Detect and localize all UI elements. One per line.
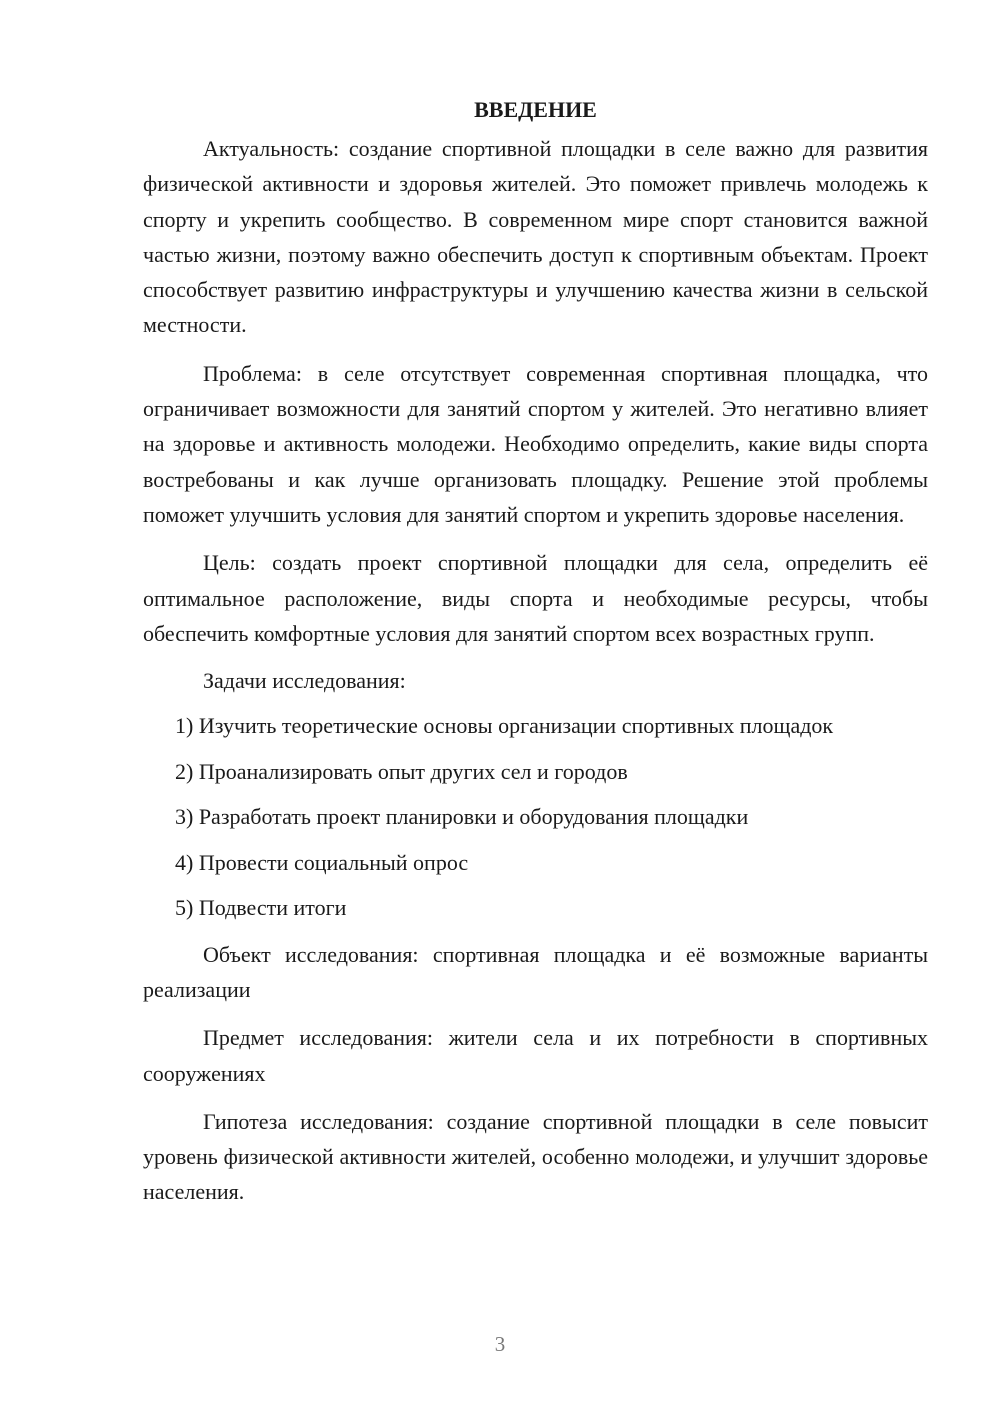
tasks-heading: Задачи исследования: (203, 668, 406, 694)
task-item: 5) Подвести итоги (175, 895, 347, 921)
task-item: 4) Провести социальный опрос (175, 849, 469, 875)
hypothesis-paragraph: Гипотеза исследования: создание спортивной площадки в селе повысит уровень физической активности жителей, особенно молодежи, и улучшит здоровье населения. (143, 1108, 928, 1205)
tasks-list (143, 709, 928, 925)
section-title: ВВЕДЕНИЕ (474, 97, 597, 122)
relevance-paragraph: Актуальность: создание спортивной площадки в селе важно для развития физической активности и здоровья жителей. Это поможет привлечь молодежь к спорту и укрепить сообщество. В современном мире спорт становится важной частью жизни, поэтому важно обеспечить доступ к спортивным объектам. Проект способствует развитию инфраструктуры и улучшению качества жизни в сельской местности. (143, 136, 928, 338)
goal-paragraph: Цель: создать проект спортивной площадки для села, определить её оптимальное расположение, виды спорта и необходимые ресурсы, чтобы обеспечить комфортные условия для занятий спортом всех возрастных групп. (143, 550, 928, 646)
task-item: 2) Проанализировать опыт других сел и городов (175, 758, 628, 784)
object-paragraph: Объект исследования: спортивная площадка и её возможные варианты реализации (143, 941, 928, 1002)
document-page (143, 92, 928, 1223)
task-item: 3) Разработать проект планировки и оборудования площадки (175, 804, 749, 830)
problem-paragraph: Проблема: в селе отсутствует современная спортивная площадка, что ограничивает возможности для занятий спортом у жителей. Это негативно влияет на здоровье и активность молодежи. Необходимо определить, какие виды спорта востребованы и как лучше организовать площадку. Решение этой проблемы поможет улучшить условия для занятий спортом и укрепить здоровье населения. (143, 360, 928, 527)
task-item: 1) Изучить теоретические основы организации спортивных площадок (175, 713, 834, 739)
page-number: 3 (494, 1332, 506, 1356)
subject-paragraph: Предмет исследования: жители села и их потребности в спортивных сооружениях (143, 1025, 928, 1086)
